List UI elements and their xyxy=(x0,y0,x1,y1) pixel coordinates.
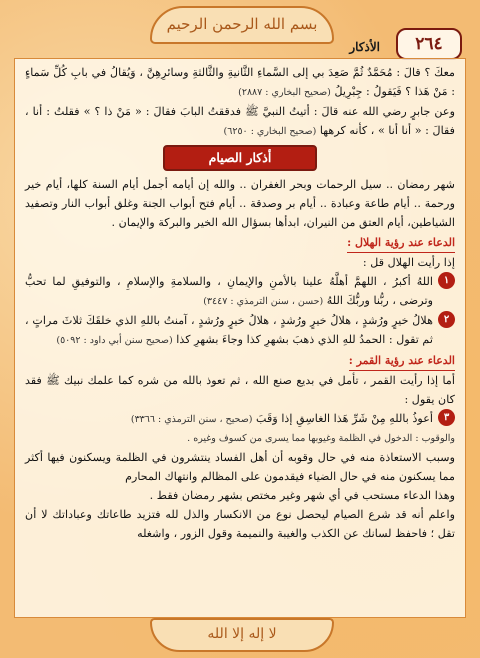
reference: (حسن ، سنن الترمذي : ٣٤٤٧) xyxy=(203,296,324,307)
dua-text: أعوذُ باللهِ مِنْ شَرِّ هَذا الغاسِقِ إذا وَقَبَ xyxy=(256,412,433,425)
content-panel xyxy=(14,58,466,618)
dua-item xyxy=(25,311,455,350)
bottom-ornament: لا إله إلا الله xyxy=(150,618,334,652)
body-paragraph: واعلم أنه قد شرع الصيام ليحصل نوع من الانكسار والذل لله فتزيد طاعاتك وعباداتك لا أن تقل ؛ فاحفظ لسانك عن الكذب والغيبة والنميمة وقول الزور ، واشغله xyxy=(25,508,455,540)
chapter-title: أذكار الصيام xyxy=(163,145,317,171)
item-number-badge: ٢ xyxy=(438,311,455,328)
reference: (صحيح البخاري : ٦٢٥٠) xyxy=(223,126,317,137)
footnote: والوقوب : الدخول في الظلمة وغيوبها مما يسرى من كسوف وغيره . xyxy=(187,433,455,444)
page-number: ٢٦٤ xyxy=(396,28,462,60)
section-header-label: الأذكار xyxy=(349,40,380,54)
item-number-badge: ٣ xyxy=(438,409,455,426)
paragraph-text: معكَ ؟ قالَ : مُحَمَّدٌ ثُمَّ صَعِدَ بي إلى السَّماءِ الثَّانيةِ والثَّالثةِ وسائرِهِنَّ ، وَيُقالُ في بابِ كُلِّ سَماءٍ : مَنْ هَذا ؟ فَيَقولُ : جِبْرِيلُ xyxy=(25,66,455,98)
reference: (صحيح البخاري : ٢٨٨٧) xyxy=(238,87,331,98)
lead-text: إذا رأيت الهلال قل : xyxy=(362,256,455,269)
lead-text: أما إذا رأيت القمر ، تأمل في بديع صنع الله ، ثم تعوذ بالله من شره كما علمك نبيك ﷺ فقد كان يقول : xyxy=(25,374,455,406)
item-number-badge: ١ xyxy=(438,272,455,289)
intro-paragraph: شهر رمضان .. سيل الرحمات وبحر الغفران .. والله إن أيامه أجمل أيام السنة كلها، أيام خير ورحمة .. أيام طاعة وعبادة .. أيام بر وصدقة .. أيام فتح أبواب الجنة وغلق أبواب النار وتصفيد الشياطين، أيام العتق من النيران، ابدأها بسؤال الله الخير والبركة والإيمان . xyxy=(25,178,455,229)
dua-text: هلالُ خيرٍ ورُشدٍ ، هلالُ خيرٍ ورُشدٍ ، هلالُ خيرٍ ورُشدٍ ، آمنتُ باللهِ الذي خلقَكَ ثلاثَ مراتٍ ، ثم تقول : الحمدُ للهِ الذي ذهبَ بشهرِ كذا وجاءَ بشهرِ كذا xyxy=(25,314,433,346)
section-label-crescent: الدعاء عند رؤية الهلال : xyxy=(347,233,455,253)
section-label-moon: الدعاء عند رؤية القمر : xyxy=(349,351,455,371)
body-paragraph: وهذا الدعاء مستحب في أي شهر وغير مختص بشهر رمضان فقط . xyxy=(149,489,455,502)
dua-text: اللهُ أكبرُ ، اللهمَّ أهلَّهُ علينا بالأمنِ والإيمانِ ، والسلامةِ والإسلامِ ، والتوفيقِ لما تحبُّ وترضى ، ربُّنا وربُّكَ اللهُ xyxy=(25,275,433,307)
dua-item xyxy=(25,272,455,311)
top-ornament: بسم الله الرحمن الرحيم xyxy=(150,6,334,44)
paragraph xyxy=(25,102,455,141)
body-paragraph: وسبب الاستعاذة منه في حال وقوبه أن أهل الفساد ينتشرون في الظلمة ويسكنون فيها أكثر مما يسكنون منه في حال الضياء فيقدمون على المظالم وانتهاك المحارم xyxy=(25,451,455,483)
reference: (صحيح ، سنن الترمذي : ٣٣٦٦) xyxy=(130,414,253,425)
reference: (صحيح سنن أبي داود : ٥٠٩٢) xyxy=(56,335,173,346)
paragraph xyxy=(25,63,455,102)
dua-item xyxy=(25,409,455,429)
paragraph-text: وعن جابرٍ رضي الله عنه قالَ : أتيتُ النبيَّ ﷺ فدققتُ البابَ فقالَ : « مَنْ ذا ؟ » فقلتُ : أنا ، فقالَ : « أنا أنا » ، كأنه كرهها xyxy=(25,105,455,137)
